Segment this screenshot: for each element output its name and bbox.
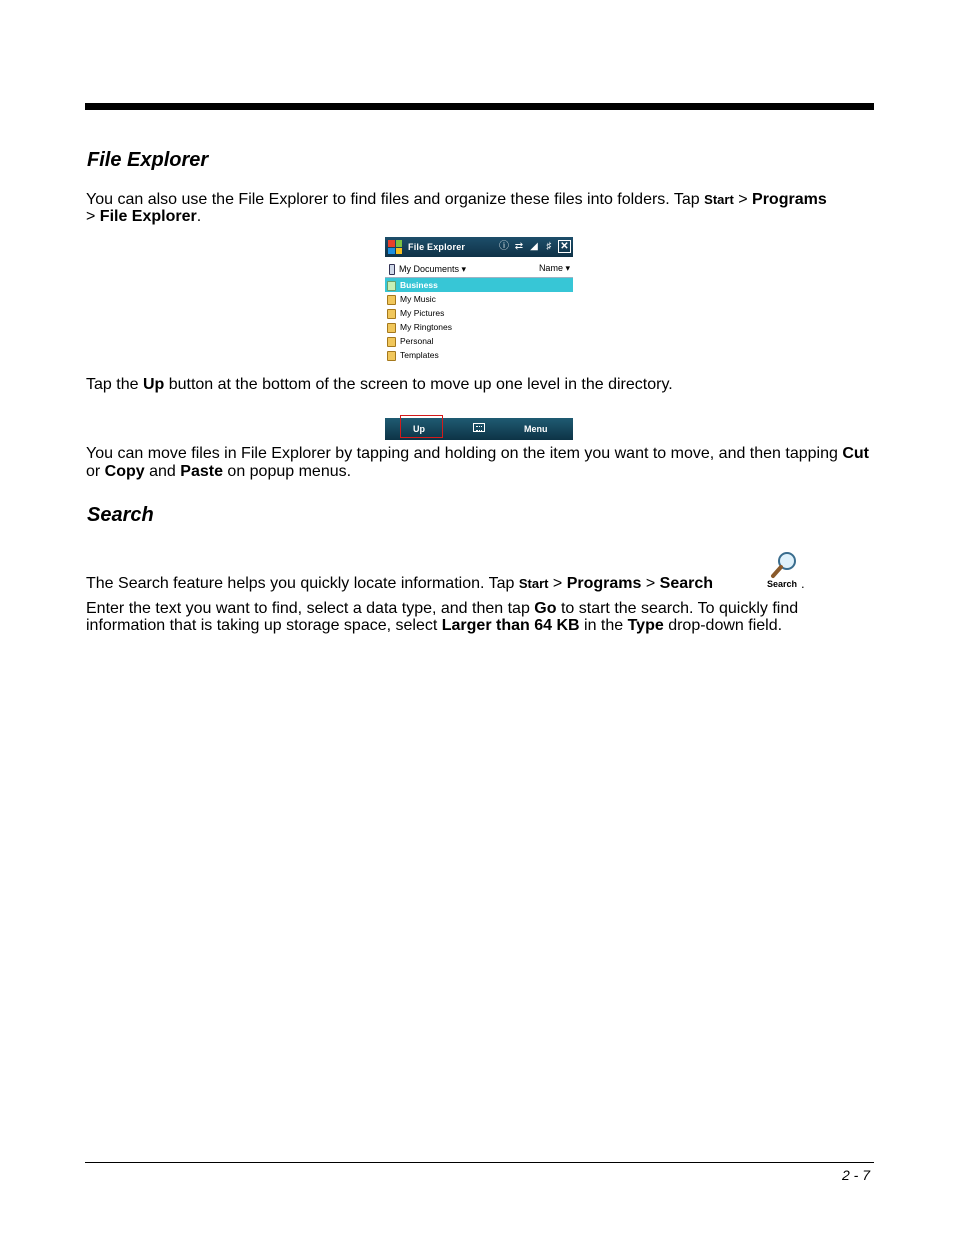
folder-icon xyxy=(387,280,397,291)
windows-start-icon[interactable] xyxy=(388,240,402,254)
device-icon xyxy=(389,264,395,275)
search-icon-label: Search xyxy=(767,579,798,589)
list-item[interactable]: Templates xyxy=(385,348,573,362)
info-icon[interactable]: ⓘ xyxy=(499,241,509,252)
folder-icon xyxy=(387,308,397,319)
title-bar xyxy=(385,237,573,257)
folder-list xyxy=(385,278,573,362)
section-heading-search: Search xyxy=(87,504,154,526)
list-item[interactable]: Business xyxy=(385,278,573,292)
file-explorer-screenshot xyxy=(385,237,573,361)
folder-selector[interactable]: My Documents ▾ xyxy=(399,263,467,274)
folder-bar xyxy=(385,261,573,277)
search-app-icon xyxy=(764,550,802,592)
up-softkey[interactable]: Up xyxy=(413,424,425,434)
connectivity-icon[interactable]: ⇄ xyxy=(514,241,524,252)
search-intro-paragraph: The Search feature helps you quickly locate information. Tap Start > Programs > Search xyxy=(86,575,714,592)
header-rule xyxy=(85,103,874,110)
folder-icon xyxy=(387,322,397,333)
up-button-paragraph: Tap the Up button at the bottom of the screen to move up one level in the directory. xyxy=(86,376,673,393)
list-item[interactable]: My Pictures xyxy=(385,306,573,320)
move-files-paragraph: You can move files in File Explorer by tapping and holding on the item you want to move, and then tapping Cut or Copy and Paste on popup menus. xyxy=(86,445,869,480)
folder-icon xyxy=(387,336,397,347)
chevron-down-icon: ▾ xyxy=(565,263,570,273)
close-icon[interactable]: ✕ xyxy=(558,240,571,253)
signal-icon[interactable]: ◢ xyxy=(530,241,538,252)
section-heading-file-explorer: File Explorer xyxy=(87,149,209,171)
list-item[interactable]: Personal xyxy=(385,334,573,348)
volume-muted-icon[interactable]: ♯ xyxy=(546,241,552,252)
chevron-down-icon: ▾ xyxy=(461,263,467,274)
search-usage-paragraph: Enter the text you want to find, select a data type, and then tap Go to start the search. To quickly find information that is taking up storage space, select Larger than 64 KB in the Type drop-down field. xyxy=(86,600,799,634)
sort-selector[interactable]: Name ▾ xyxy=(538,263,570,273)
status-icons xyxy=(498,240,571,253)
keyboard-icon[interactable] xyxy=(473,423,485,432)
search-sentence-period: . xyxy=(801,576,805,591)
list-item[interactable]: My Music xyxy=(385,292,573,306)
folder-icon xyxy=(387,350,397,361)
list-item[interactable]: My Ringtones xyxy=(385,320,573,334)
up-highlight-box xyxy=(400,415,443,438)
folder-icon xyxy=(387,294,397,305)
magnifier-icon xyxy=(764,550,802,580)
footer-rule xyxy=(85,1162,874,1163)
menu-softkey[interactable]: Menu xyxy=(524,424,548,434)
window-title: File Explorer xyxy=(408,242,466,252)
page-number: 2 - 7 xyxy=(841,1167,870,1183)
file-explorer-intro-paragraph: You can also use the File Explorer to find files and organize these files into folders. Tap Start > Programs > File Explorer. xyxy=(86,191,827,225)
